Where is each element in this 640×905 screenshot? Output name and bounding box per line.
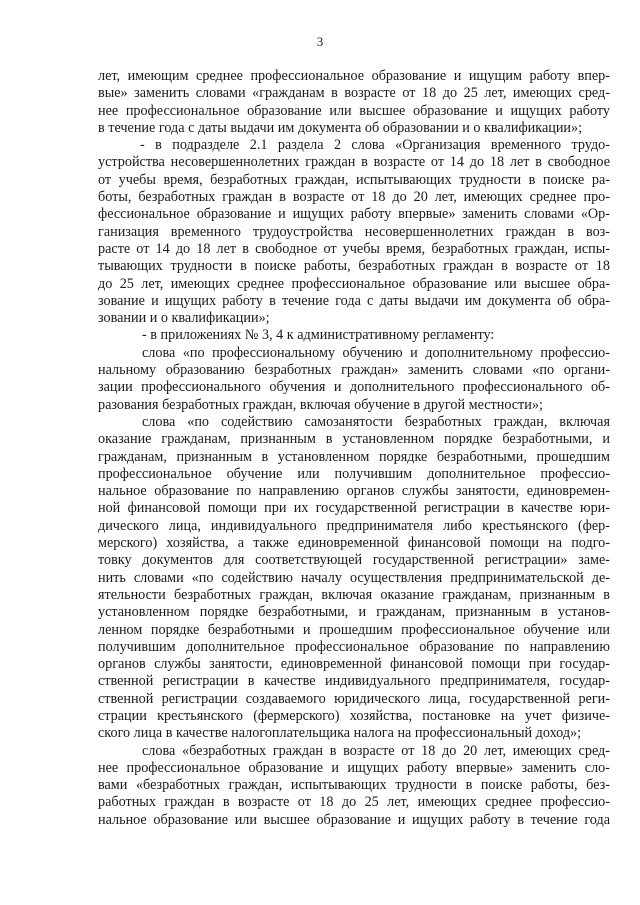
text-line: до 25 лет, имеющих среднее профессиональное образование или высшее обра- <box>98 275 610 292</box>
page-number: 3 <box>316 34 324 49</box>
text-line: разования безработных граждан, включая обучение в другой местности»; <box>98 396 543 413</box>
text-line: устройства несовершеннолетних граждан в возрасте от 14 до 18 лет в свободное <box>98 154 610 171</box>
text-line: мерского) хозяйства, а также единовременной финансовой помощи на подго- <box>98 535 610 552</box>
text-line: нее профессиональное образование и ищущих работу впервые» заменить сло- <box>98 759 610 776</box>
text-line: нить словами «по содействию началу осуществления предпринимательской де- <box>98 569 610 586</box>
text-line: гражданам, признанным в установленном порядке безработными, прошедшим <box>98 448 610 465</box>
text-line: работных граждан в возрасте от 18 до 25 лет, имеющих среднее профессио- <box>98 794 610 811</box>
text-line: фессиональное образование и ищущих работу впервые» заменить словами «Ор- <box>98 206 610 223</box>
text-line: расте от 14 до 18 лет в свободное от учебы время, безработных граждан, испы- <box>98 240 610 257</box>
text-line: ганизация временного трудоустройства несовершеннолетних граждан в воз- <box>98 223 610 240</box>
text-line: - в приложениях № 3, 4 к административному регламенту: <box>142 327 495 344</box>
text-line: получившим дополнительное профессиональное образование по направлению <box>98 638 610 655</box>
text-line: ятельности безработных граждан, включая оказание гражданам, признанным в <box>98 586 610 603</box>
text-line: лет, имеющим среднее профессиональное образование и ищущим работу впер- <box>98 68 610 84</box>
text-line: зование и ищущих работу в течение года с даты выдачи им документа об обра- <box>98 292 610 309</box>
text-line: профессиональное обучение или получившим дополнительное профессио- <box>98 465 610 482</box>
text-line: нее профессиональное образование или высшее образование и ищущих работу <box>98 102 610 119</box>
text-line: вые» заменить словами «гражданам в возрасте от 18 до 25 лет, имеющих сред- <box>98 85 610 102</box>
text-line: ленном порядке безработными и прошедшим профессиональное обучение или <box>98 621 610 638</box>
text-line: оказание гражданам, признанным в установленном порядке безработными, и <box>98 431 610 448</box>
text-line: дического лица, индивидуального предпринимателя либо крестьянского (фер- <box>98 517 610 534</box>
text-line: ственной регистрации в качестве индивидуального предпринимателя, государ- <box>98 673 610 690</box>
text-line: вами «безработных граждан, испытывающих трудности в поиске работы, без- <box>98 777 610 794</box>
text-line: слова «по профессиональному обучению и дополнительному профессио- <box>142 344 610 361</box>
body-text <box>98 68 610 829</box>
text-line: органов службы занятости, единовременной финансовой помощи при государ- <box>98 656 610 673</box>
text-line: нальному образованию безработных граждан» заменить словами «по органи- <box>98 362 610 379</box>
text-line: ского лица в качестве налогоплательщика налога на профессиональный доход»; <box>98 725 582 742</box>
text-line: от учебы время, безработных граждан, испытывающих трудности в поиске ра- <box>98 171 610 188</box>
text-line: ной финансовой помощи при их государственной регистрации в качестве юри- <box>98 500 610 517</box>
text-line: нальное образование по направлению органов службы занятости, единовремен- <box>98 483 610 500</box>
text-line: ственной регистрации создаваемого юридического лица, государственной реги- <box>98 690 610 707</box>
text-line: слова «по содействию самозанятости безработных граждан, включая <box>142 413 610 430</box>
text-line: зовании и о квалификации»; <box>98 310 270 327</box>
text-line: установленном порядке безработными, и гражданам, признанным в установ- <box>98 604 610 621</box>
text-line: в течение года с даты выдачи им документа об образовании и о квалификации»; <box>98 119 583 136</box>
text-line: тывающих трудности в поиске работы, безработных граждан в возрасте от 18 <box>98 258 610 275</box>
text-line: боты, безработных граждан в возрасте от 18 до 20 лет, имеющих среднее про- <box>98 189 610 206</box>
text-line: нальное образование или высшее образование и ищущих работу в течение года <box>98 811 610 828</box>
text-line: зации профессионального обучения и дополнительного профессионального об- <box>98 379 610 396</box>
text-line: товку документов для соответствующей государственной регистрации» заме- <box>98 552 610 569</box>
text-line: - в подразделе 2.1 раздела 2 слова «Организация временного трудо- <box>140 137 610 154</box>
text-line: страции крестьянского (фермерского) хозяйства, постановке на учет физиче- <box>98 707 610 724</box>
text-line: слова «безработных граждан в возрасте от 18 до 20 лет, имеющих сред- <box>142 742 610 759</box>
